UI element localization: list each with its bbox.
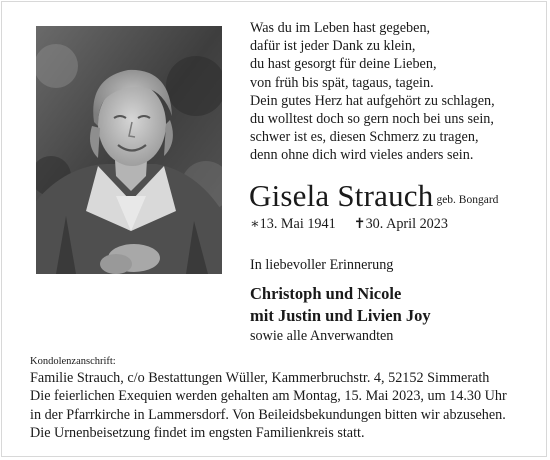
poem-line: von früh bis spät, tagaus, tagein. bbox=[250, 74, 434, 91]
deceased-name-row bbox=[249, 178, 498, 214]
memorial-poem bbox=[250, 19, 530, 165]
poem-line: du hast gesorgt für deine Lieben, bbox=[250, 56, 437, 73]
deceased-name: Gisela Strauch bbox=[249, 178, 434, 213]
birth-date: ∗13. Mai 1941 bbox=[250, 216, 336, 232]
condolence-label: Kondolenzanschrift: bbox=[30, 356, 116, 367]
poem-line: Was du im Leben hast gegeben, bbox=[250, 20, 431, 36]
family-line: Christoph und Nicole bbox=[250, 284, 402, 303]
portrait-photo bbox=[36, 26, 222, 274]
memory-line: In liebevoller Erinnerung bbox=[250, 257, 394, 273]
poem-line: dafür ist jeder Dank zu klein, bbox=[250, 38, 416, 55]
notice-line: in der Pfarrkirche in Lammersdorf. Von Beileidsbekundungen bitten wir abzusehen. bbox=[30, 406, 506, 423]
death-date: ✝30. April 2023 bbox=[353, 216, 448, 232]
maiden-name: geb. Bongard bbox=[436, 194, 499, 206]
poem-line: schwer ist es, diesen Schmerz zu tragen, bbox=[250, 129, 479, 146]
poem-line: Dein gutes Herz hat aufgehört zu schlagen, bbox=[250, 92, 495, 109]
funeral-notice bbox=[30, 369, 530, 443]
relatives-line: sowie alle Anverwandten bbox=[250, 328, 394, 344]
life-dates bbox=[250, 216, 448, 233]
family-names bbox=[250, 283, 431, 327]
notice-line: Die feierlichen Exequien werden gehalten am Montag, 15. Mai 2023, um 14.30 Uhr bbox=[30, 388, 507, 405]
family-line: mit Justin und Livien Joy bbox=[250, 306, 431, 325]
notice-line: Die Urnenbeisetzung findet im engsten Familienkreis statt. bbox=[30, 425, 365, 442]
poem-line: du wolltest doch so gern noch bei uns sein, bbox=[250, 111, 494, 128]
poem-line: denn ohne dich wird vieles anders sein. bbox=[250, 147, 474, 164]
notice-line: Familie Strauch, c/o Bestattungen Wüller, Kammerbruchstr. 4, 52152 Simmerath bbox=[30, 370, 490, 386]
